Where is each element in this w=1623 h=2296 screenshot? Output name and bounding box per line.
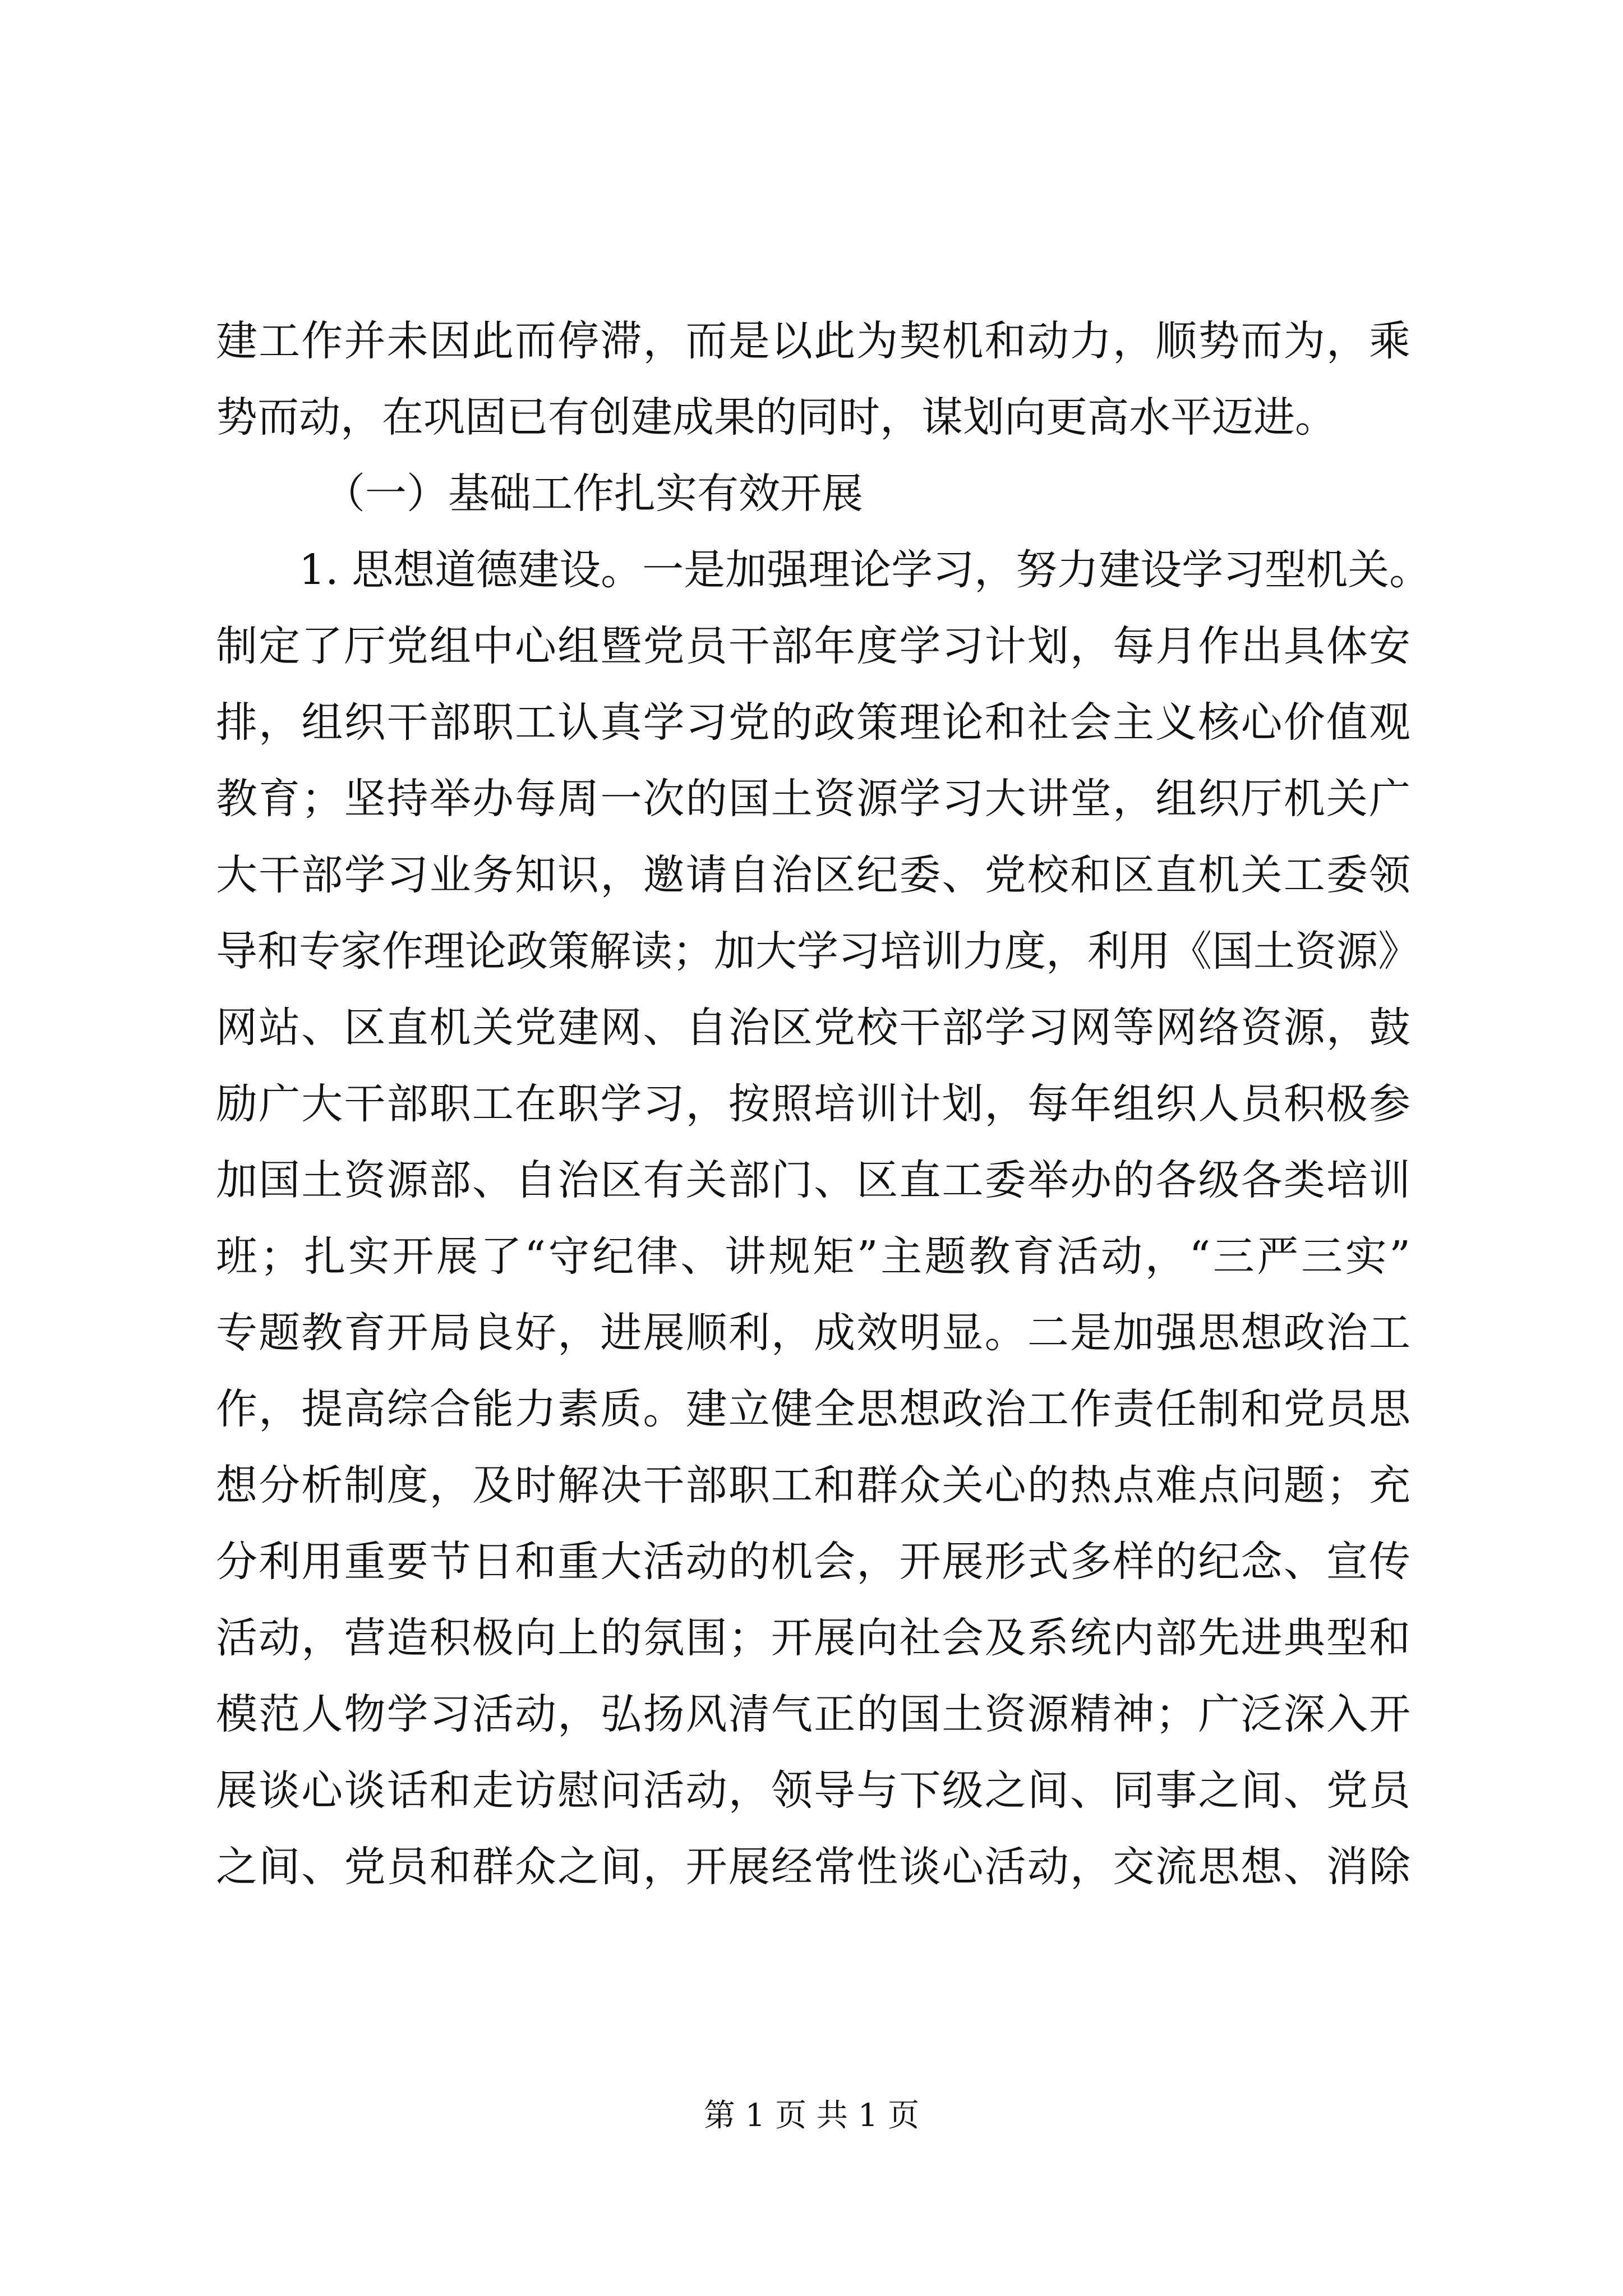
text-line: 专题教育开局良好，进展顺利，成效明显。二是加强思想政治工 [216,1309,1410,1357]
text-line: 教育；坚持举办每周一次的国土资源学习大讲堂，组织厅机关广 [216,775,1410,823]
page-number-label: 第 1 页 共 1 页 [703,2097,920,2134]
text-line: 励广大干部职工在职学习，按照培训计划，每年组织人员积极参 [216,1080,1410,1128]
text-line: 展谈心谈话和走访慰问活动，领导与下级之间、同事之间、党员 [216,1766,1410,1815]
text-line: 制定了厅党组中心组暨党员干部年度学习计划，每月作出具体安 [216,622,1410,670]
text-line: 势而动，在巩固已有创建成果的同时，谋划向更高水平迈进。 [216,393,1336,441]
text-line: 之间、党员和群众之间，开展经常性谈心活动，交流思想、消除 [216,1843,1410,1891]
text-line: 建工作并未因此而停滞，而是以此为契机和动力，顺势而为，乘 [216,317,1410,365]
section-heading: （一）基础工作扎实有效开展 [324,470,863,518]
page-footer [0,2093,1623,2138]
text-line: 大干部学习业务知识，邀请自治区纪委、党校和区直机关工委领 [216,851,1410,899]
text-line: 活动，营造积极向上的氛围；开展向社会及系统内部先进典型和 [216,1614,1410,1662]
text-line: 1. 思想道德建设。一是加强理论学习，努力建设学习型机关。 [299,546,1431,594]
text-line: 排，组织干部职工认真学习党的政策理论和社会主义核心价值观 [216,698,1410,747]
text-line: 班；扎实开展了“守纪律、讲规矩”主题教育活动，“三严三实” [216,1232,1410,1281]
text-line: 导和专家作理论政策解读；加大学习培训力度，利用《国土资源》 [216,927,1419,976]
text-line: 模范人物学习活动，弘扬风清气正的国土资源精神；广泛深入开 [216,1690,1410,1738]
text-line: 加国土资源部、自治区有关部门、区直工委举办的各级各类培训 [216,1156,1410,1204]
text-line: 想分析制度，及时解决干部职工和群众关心的热点难点问题；充 [216,1461,1410,1510]
text-line: 作，提高综合能力素质。建立健全思想政治工作责任制和党员思 [216,1385,1410,1433]
text-line: 网站、区直机关党建网、自治区党校干部学习网等网络资源，鼓 [216,1004,1410,1052]
document-body [216,303,1431,1905]
text-line: 分利用重要节日和重大活动的机会，开展形式多样的纪念、宣传 [216,1538,1410,1586]
